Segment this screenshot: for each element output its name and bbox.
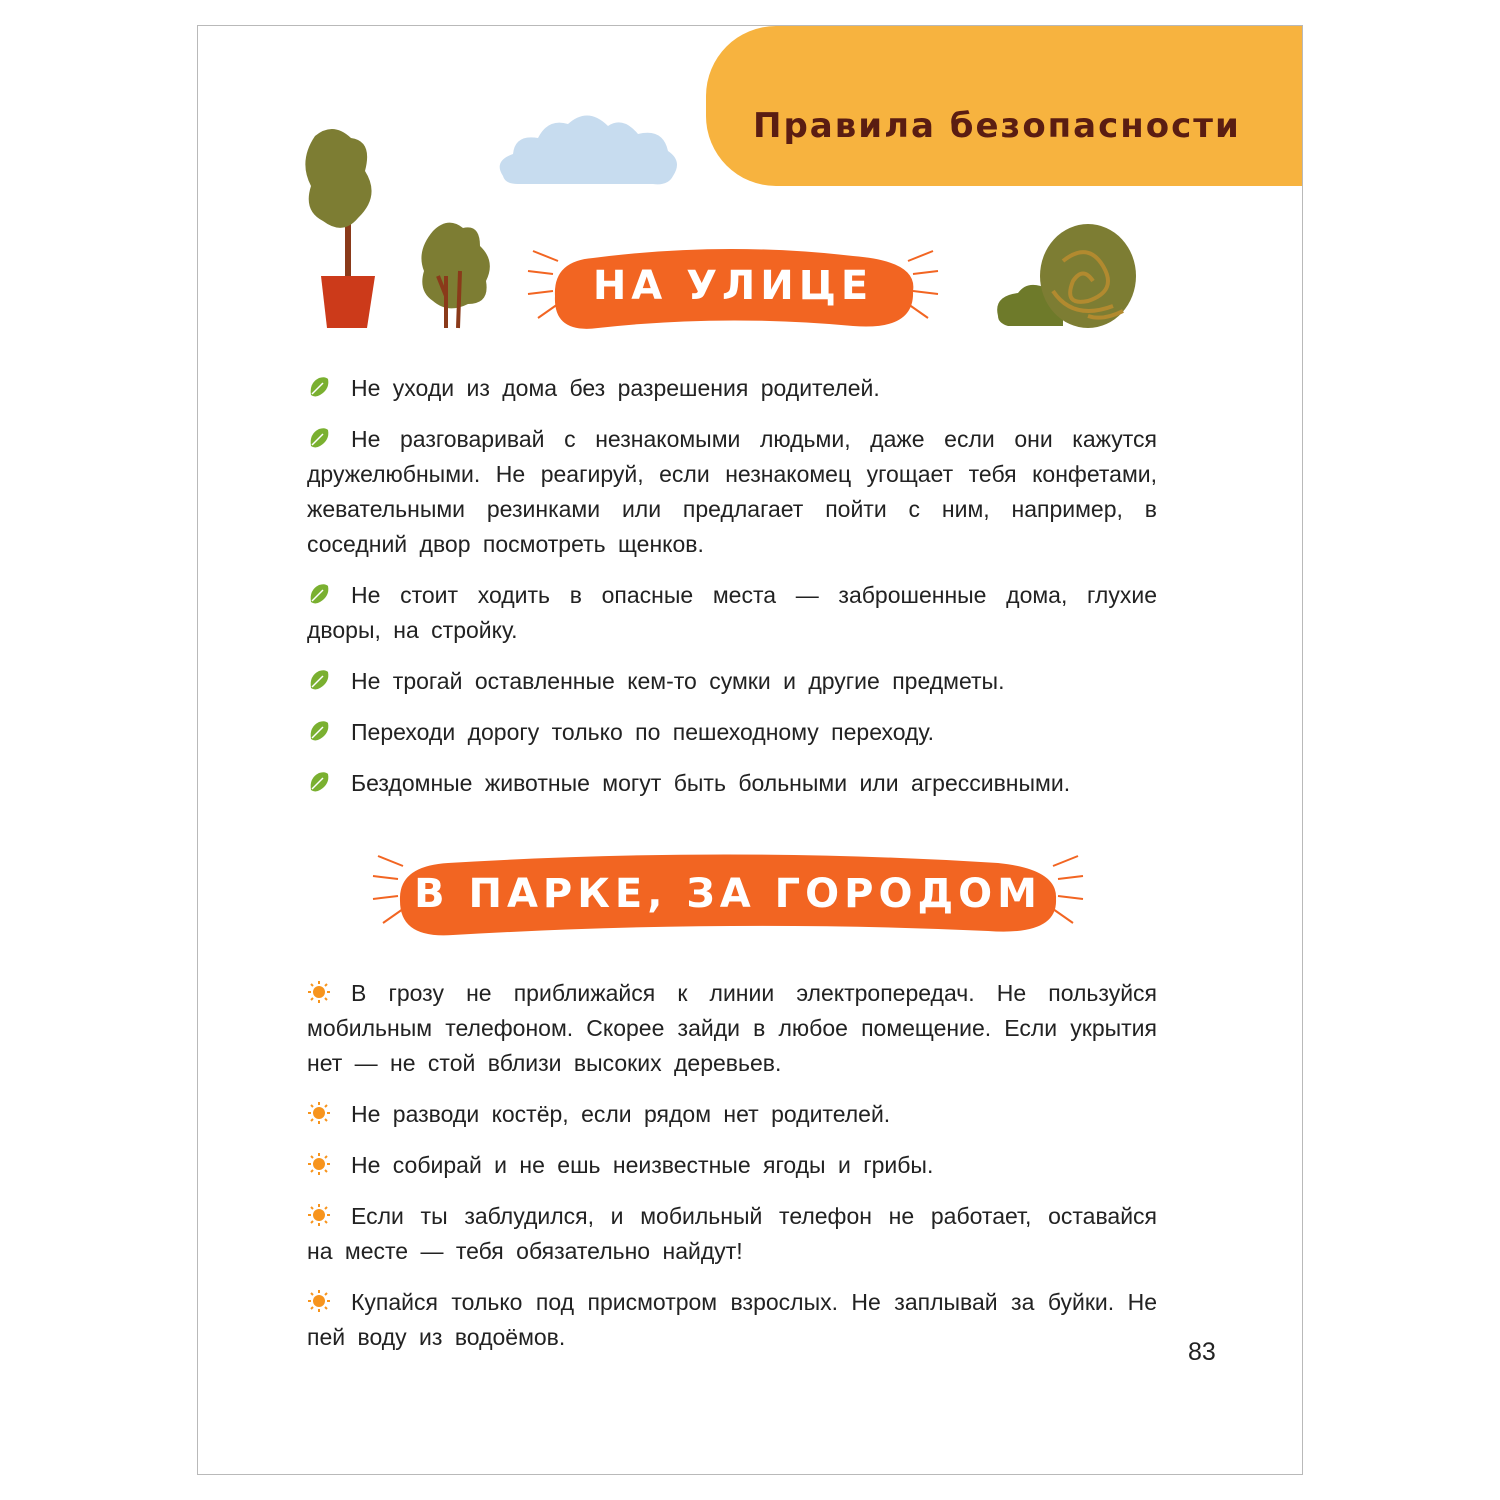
leaf-icon	[307, 770, 331, 794]
bush-icon	[418, 216, 498, 331]
page-number: 83	[1188, 1338, 1216, 1366]
potted-tree-icon	[303, 126, 383, 331]
section-heading-park	[368, 851, 1088, 951]
page-title: Правила безопасности	[753, 106, 1241, 146]
book-page	[197, 25, 1303, 1475]
round-bush-icon	[993, 221, 1143, 331]
sun-icon	[307, 980, 331, 1004]
list-item: Не собирай и не ешь неизвестные ягоды и грибы.	[307, 1148, 1157, 1183]
list-item: Бездомные животные могут быть больными или агрессивными.	[307, 766, 1157, 801]
leaf-icon	[307, 582, 331, 606]
leaf-icon	[307, 719, 331, 743]
section-heading-street	[523, 246, 943, 346]
list-item: Не трогай оставленные кем-то сумки и другие предметы.	[307, 664, 1157, 699]
leaf-icon	[307, 426, 331, 450]
list-item: Если ты заблудился, и мобильный телефон не работает, оставайся на месте — тебя обязательно найдут!	[307, 1203, 1157, 1264]
leaf-icon	[307, 375, 331, 399]
list-item: В грозу не приближайся к линии электропередач. Не пользуйся мобильным телефоном. Скорее зайди в любое помещение. Если укрытия нет — не стой вблизи высоких деревьев.	[307, 980, 1157, 1076]
leaf-icon	[307, 668, 331, 692]
list-item: Купайся только под присмотром взрослых. Не заплывай за буйки. Не пей воду из водоёмов.	[307, 1289, 1157, 1350]
list-item: Переходи дорогу только по пешеходному переходу.	[307, 715, 1157, 750]
list-item: Не стоит ходить в опасные места — заброшенные дома, глухие дворы, на стройку.	[307, 582, 1157, 643]
section-title: НА УЛИЦЕ	[592, 263, 874, 309]
list-item: Не разговаривай с незнакомыми людьми, даже если они кажутся дружелюбными. Не реагируй, если незнакомец угощает тебя конфетами, жевательными резинками или предлагает пойти с ним, например, в соседний двор посмотреть щенков.	[307, 426, 1157, 557]
street-rules-list	[307, 371, 1157, 817]
sun-icon	[307, 1289, 331, 1313]
park-rules-list	[307, 976, 1157, 1371]
section-title: В ПАРКЕ, ЗА ГОРОДОМ	[414, 870, 1042, 917]
list-item: Не уходи из дома без разрешения родителей.	[307, 371, 1157, 406]
sun-icon	[307, 1203, 331, 1227]
sun-icon	[307, 1152, 331, 1176]
sun-icon	[307, 1101, 331, 1125]
cloud-icon	[493, 106, 683, 191]
list-item: Не разводи костёр, если рядом нет родителей.	[307, 1097, 1157, 1132]
